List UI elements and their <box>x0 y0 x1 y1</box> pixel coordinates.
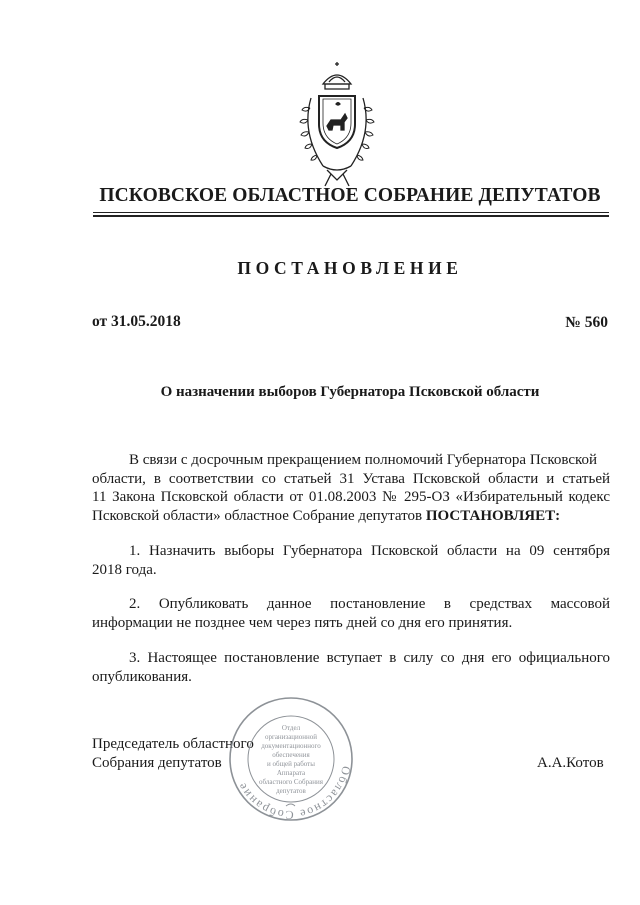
item-line: 2. Опубликовать данное постановление в средствах массовой <box>129 596 610 612</box>
header-divider-thin <box>93 212 609 213</box>
document-subject: О назначении выборов Губернатора Псковской области <box>160 384 540 400</box>
item-line: информации не позднее чем через пять дней со дня его принятия. <box>92 614 513 631</box>
item-line: опубликования. <box>92 668 192 685</box>
position-line: Председатель областного <box>92 736 254 752</box>
document-date: от 31.05.2018 <box>92 313 181 330</box>
stamp-line: организационной <box>264 733 318 741</box>
stamp-line: и общей работы <box>267 760 315 768</box>
position-line: Собрания депутатов <box>92 754 222 771</box>
stamp-line: Аппарата <box>276 769 306 777</box>
stamp-line: Отдел <box>281 724 301 732</box>
resolution-item-2 <box>92 595 610 632</box>
document-number: № 560 <box>565 314 608 331</box>
header-divider-thick <box>93 215 609 217</box>
resolves-keyword: ПОСТАНОВЛЯЕТ: <box>425 507 561 524</box>
preamble-line-text: Псковской области» областное Собрание депутатов <box>92 507 426 524</box>
organization-title: ПСКОВСКОЕ ОБЛАСТНОЕ СОБРАНИЕ ДЕПУТАТОВ <box>99 185 601 206</box>
stamp-ring-text: Областное Собрание <box>234 764 354 823</box>
coat-of-arms-icon <box>297 62 377 192</box>
resolution-item-3 <box>92 649 610 686</box>
item-line: 1. Назначить выборы Губернатора Псковской области на 09 сентября <box>129 543 610 559</box>
stamp-line: документационного <box>261 742 321 750</box>
resolution-item-1 <box>92 542 610 579</box>
official-stamp-icon <box>226 694 356 824</box>
preamble-line <box>92 507 610 526</box>
item-line: 2018 года. <box>92 561 157 578</box>
preamble-line: 11 Закона Псковской области от 01.08.2003 № 295-ОЗ «Избирательный кодекс <box>92 489 610 505</box>
preamble-line: В связи с досрочным прекращением полномочий Губернатора Псковской <box>129 452 598 468</box>
stamp-line: депутатов <box>276 787 306 795</box>
stamp-line: областного Собрания <box>259 778 323 786</box>
preamble-line: области, в соответствии со статьей 31 Устава Псковской области и статьей <box>92 470 610 487</box>
stamp-line: обеспечения <box>272 751 310 759</box>
signatory-name: А.А.Котов <box>537 755 604 771</box>
document-type: ПОСТАНОВЛЕНИЕ <box>237 258 463 278</box>
preamble-paragraph <box>92 451 610 525</box>
item-line: 3. Настоящее постановление вступает в силу со дня его официального <box>129 650 610 666</box>
